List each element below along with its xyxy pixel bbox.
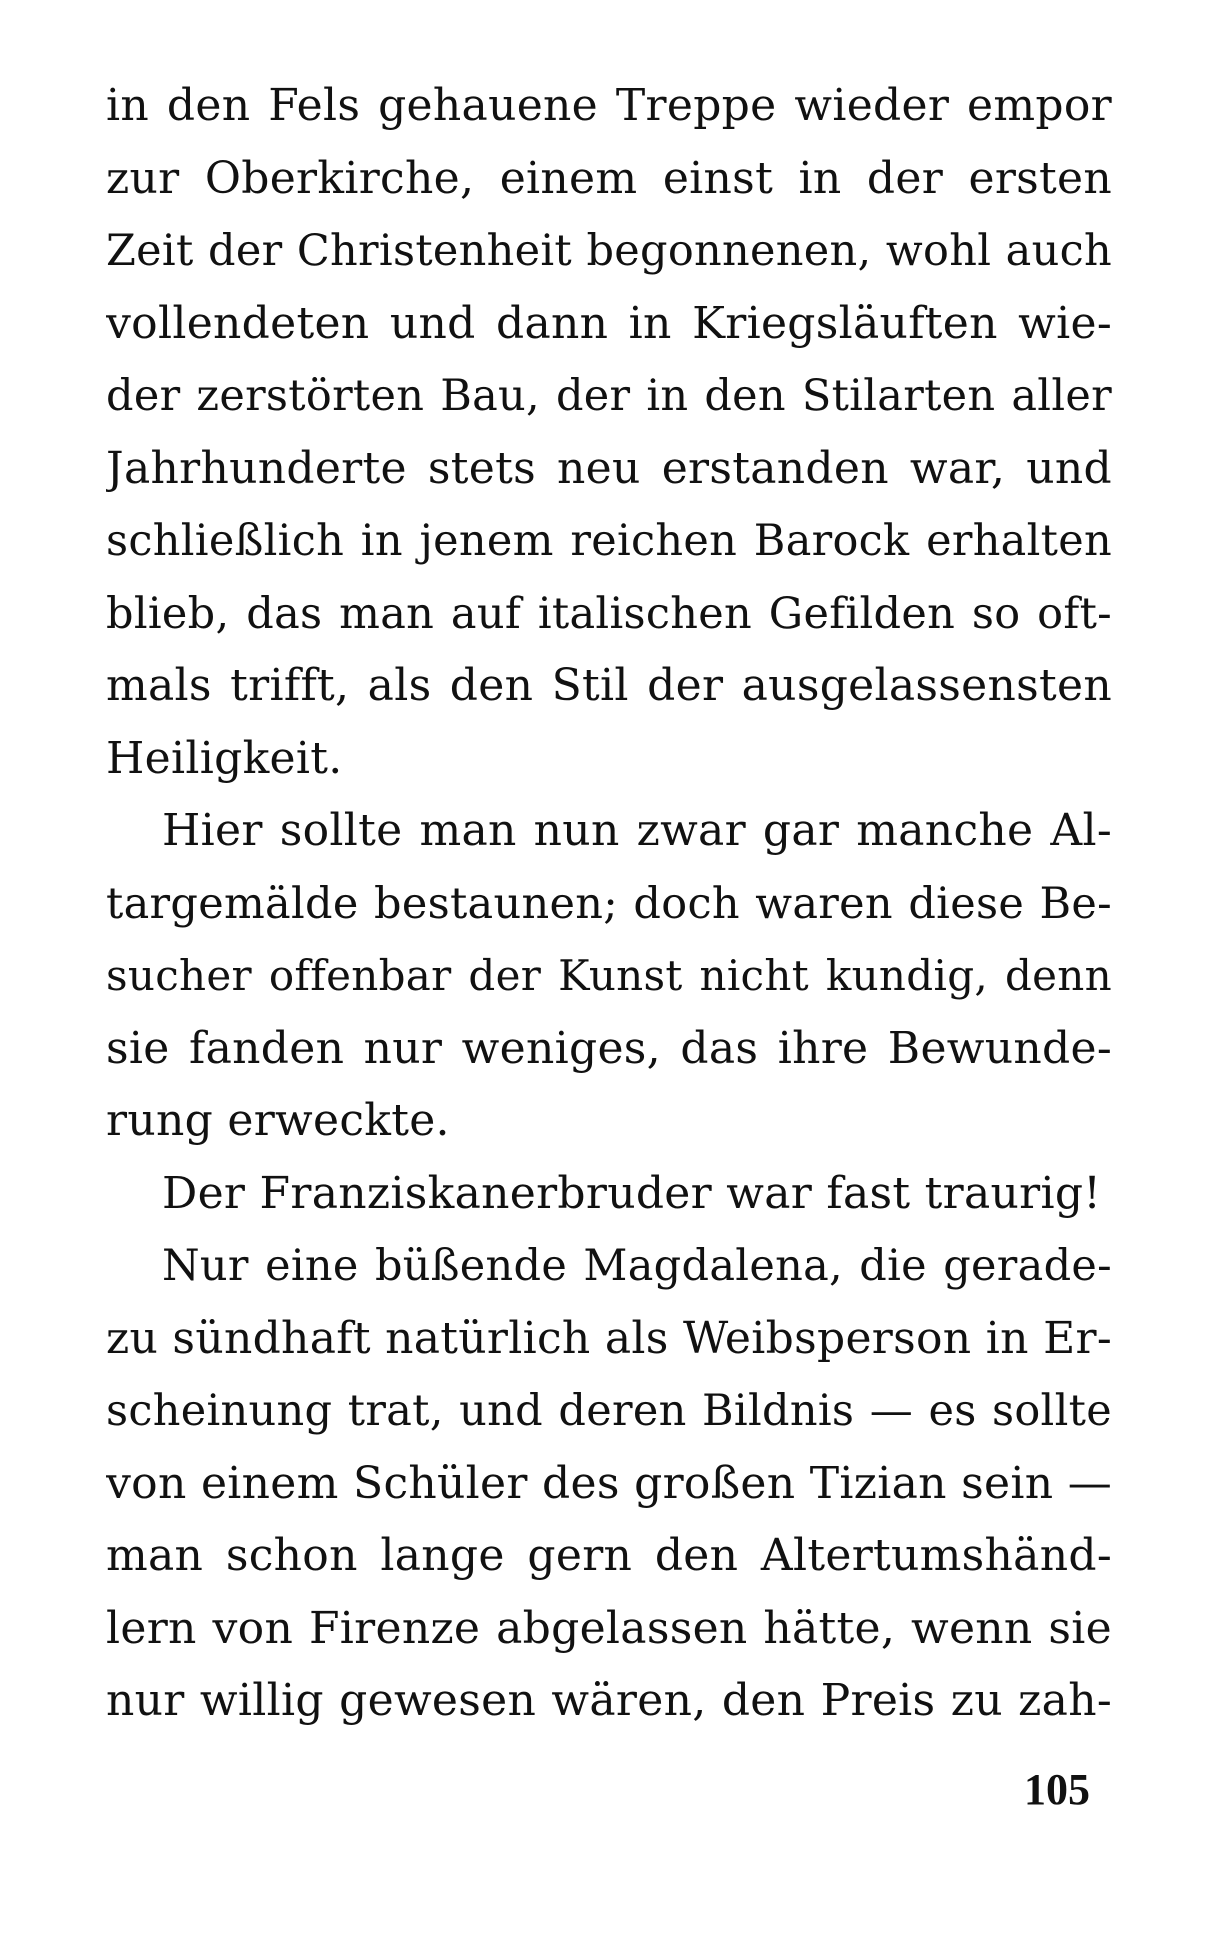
text-line: Jahrhunderte stets neu erstanden war, und [106,442,1112,494]
text-line: zu sündhaft natürlich als Weibsperson in Er- [106,1312,1112,1364]
text-line: sie fanden nur weniges, das ihre Bewunde- [106,1022,1112,1074]
text-line: zur Oberkirche, einem einst in der ersten [106,152,1112,204]
text-line: Nur eine büßende Magdalena, die gerade- [162,1241,1112,1291]
text-line: vollendeten und dann in Kriegsläuften wie- [106,297,1112,349]
text-line: Der Franziskanerbruder war fast traurig! [162,1167,1102,1219]
text-line: Zeit der Christenheit begonnenen, wohl auch [106,226,1112,276]
text-line: targemälde bestaunen; doch waren diese Be- [106,878,1112,929]
text-line: nur willig gewesen wären, den Preis zu zah- [106,1675,1112,1726]
text-line: Hier sollte man nun zwar gar manche Al- [162,805,1112,856]
text-line: sucher offenbar der Kunst nicht kundig, denn [106,951,1112,1000]
text-line: blieb, das man auf italischen Gefilden so oft- [106,588,1112,639]
text-line: lern von Firenze abgelassen hätte, wenn sie [106,1602,1112,1654]
text-line: rung erweckte. [106,1095,450,1146]
text-line: man schon lange gern den Altertumshänd- [106,1530,1112,1581]
text-line: mals trifft, als den Stil der ausgelassensten [106,660,1112,711]
text-line: scheinung trat, und deren Bildnis — es sollte [106,1386,1112,1436]
text-line: in den Fels gehauene Treppe wieder empor [106,80,1112,131]
text-line: von einem Schüler des großen Tizian sein — [106,1457,1112,1509]
page-number: 105 [1024,1765,1090,1814]
text-line: der zerstörten Bau, der in den Stilarten aller [106,371,1112,421]
body-text [106,70,1112,1738]
text-line: schließlich in jenem reichen Barock erhalten [106,516,1112,566]
text-line: Heiligkeit. [106,732,343,784]
